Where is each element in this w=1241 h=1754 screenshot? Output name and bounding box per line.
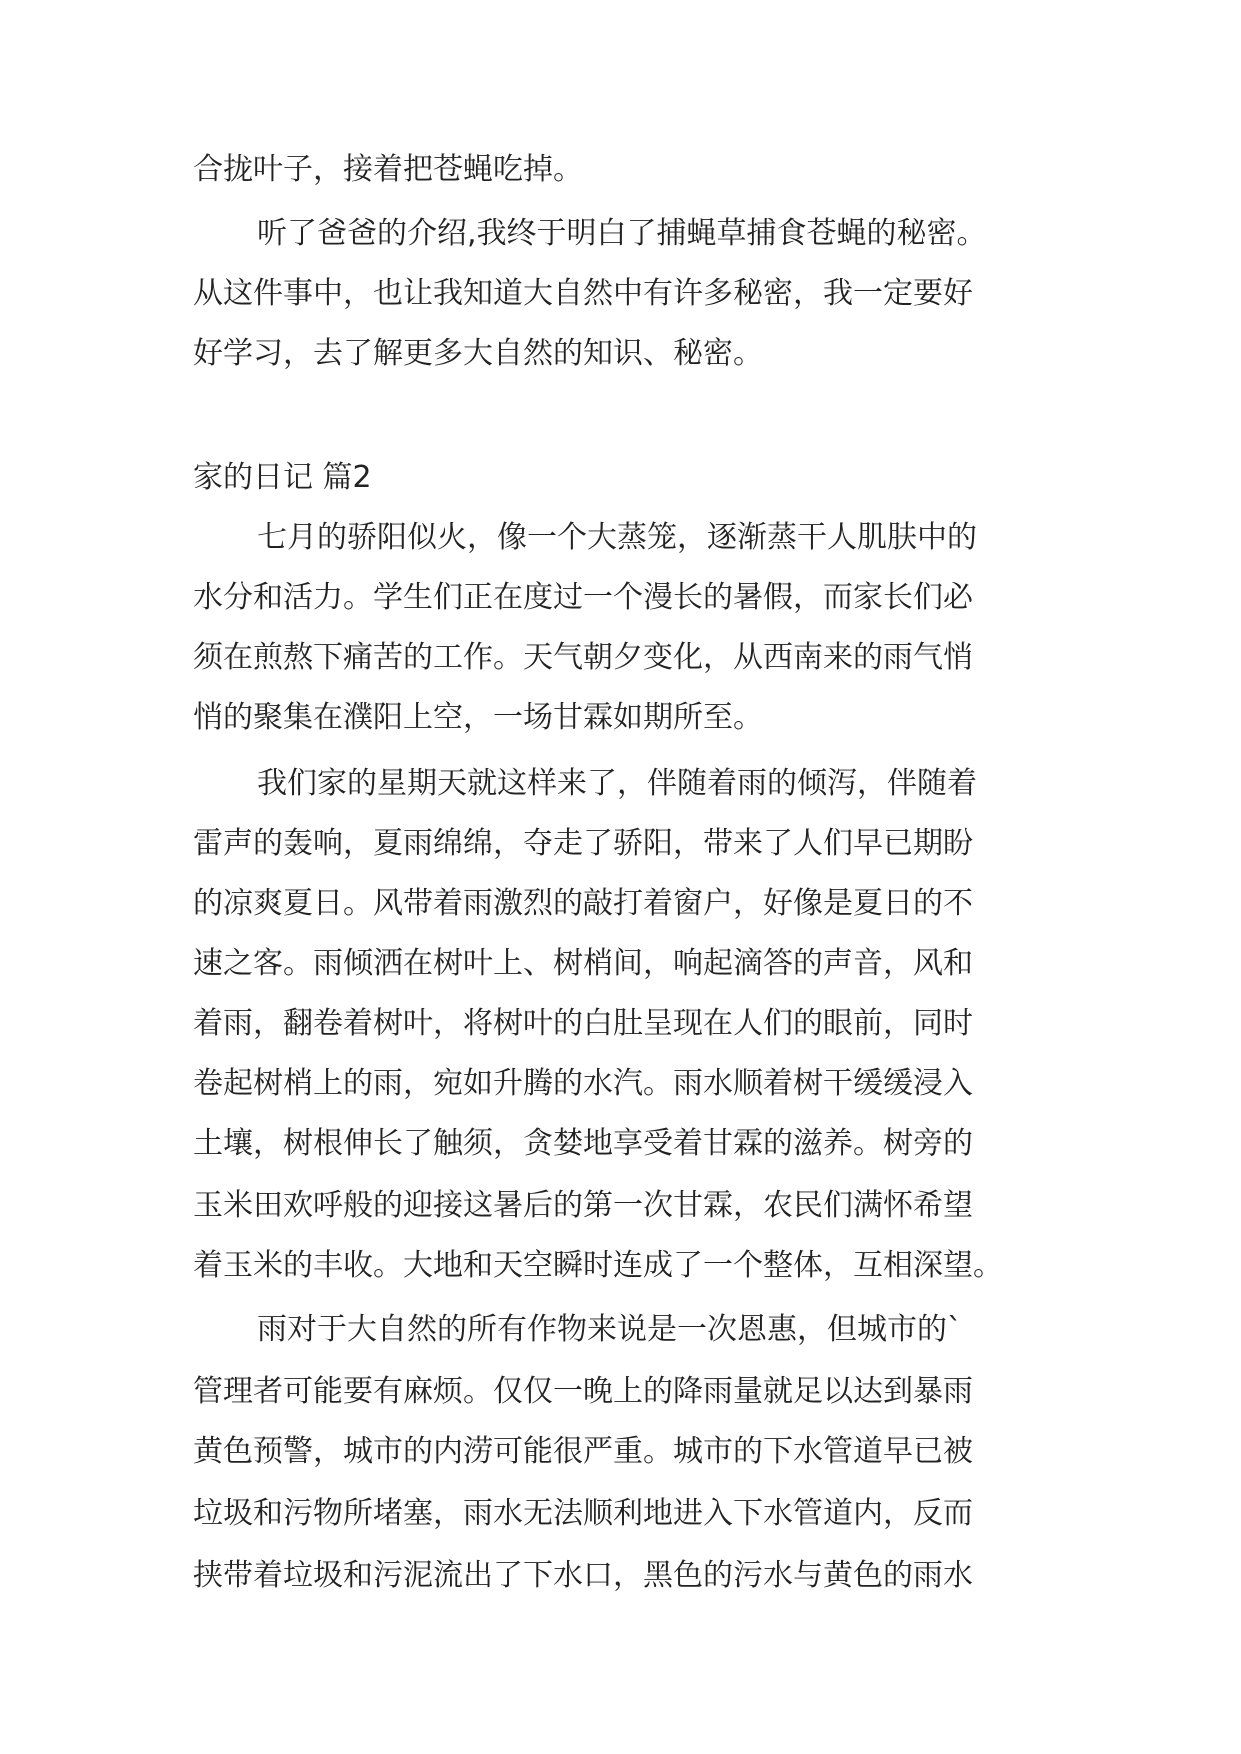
text-line: 着玉米的丰收。大地和天空瞬时连成了一个整体，互相深望。 bbox=[193, 1248, 1003, 1283]
text-line: 玉米田欢呼般的迎接这暑后的第一次甘霖，农民们满怀希望 bbox=[193, 1188, 973, 1223]
text-line: 悄的聚集在濮阳上空，一场甘霖如期所至。 bbox=[193, 700, 763, 735]
text-line: 雨对于大自然的所有作物来说是一次恩惠，但城市的` bbox=[257, 1312, 962, 1347]
text-line: 我们家的星期天就这样来了，伴随着雨的倾泻，伴随着 bbox=[257, 766, 977, 801]
text-line: 垃圾和污物所堵塞，雨水无法顺利地进入下水管道内，反而 bbox=[193, 1496, 973, 1531]
text-line: 合拢叶子，接着把苍蝇吃掉。 bbox=[193, 152, 583, 187]
text-line: 水分和活力。学生们正在度过一个漫长的暑假，而家长们必 bbox=[193, 580, 973, 615]
text-line: 土壤，树根伸长了触须，贪婪地享受着甘霖的滋养。树旁的 bbox=[193, 1126, 973, 1161]
text-line: 卷起树梢上的雨，宛如升腾的水汽。雨水顺着树干缓缓浸入 bbox=[193, 1066, 973, 1101]
text-line: 七月的骄阳似火，像一个大蒸笼，逐渐蒸干人肌肤中的 bbox=[257, 520, 977, 555]
text-line: 好学习，去了解更多大自然的知识、秘密。 bbox=[193, 336, 763, 371]
text-line: 从这件事中，也让我知道大自然中有许多秘密，我一定要好 bbox=[193, 276, 973, 311]
text-line: 黄色预警，城市的内涝可能很严重。城市的下水管道早已被 bbox=[193, 1434, 973, 1469]
text-line: 挟带着垃圾和污泥流出了下水口，黑色的污水与黄色的雨水 bbox=[193, 1558, 973, 1593]
text-line: 雷声的轰响，夏雨绵绵，夺走了骄阳，带来了人们早已期盼 bbox=[193, 826, 973, 861]
text-line: 的凉爽夏日。风带着雨激烈的敲打着窗户，好像是夏日的不 bbox=[193, 886, 973, 921]
text-line: 听了爸爸的介绍,我终于明白了捕蝇草捕食苍蝇的秘密。 bbox=[257, 216, 987, 251]
section-heading: 家的日记 篇2 bbox=[193, 460, 372, 495]
text-line: 速之客。雨倾洒在树叶上、树梢间，响起滴答的声音，风和 bbox=[193, 946, 973, 981]
text-line: 须在煎熬下痛苦的工作。天气朝夕变化，从西南来的雨气悄 bbox=[193, 640, 973, 675]
text-line: 管理者可能要有麻烦。仅仅一晚上的降雨量就足以达到暴雨 bbox=[193, 1374, 973, 1409]
text-line: 着雨，翻卷着树叶，将树叶的白肚呈现在人们的眼前，同时 bbox=[193, 1006, 973, 1041]
